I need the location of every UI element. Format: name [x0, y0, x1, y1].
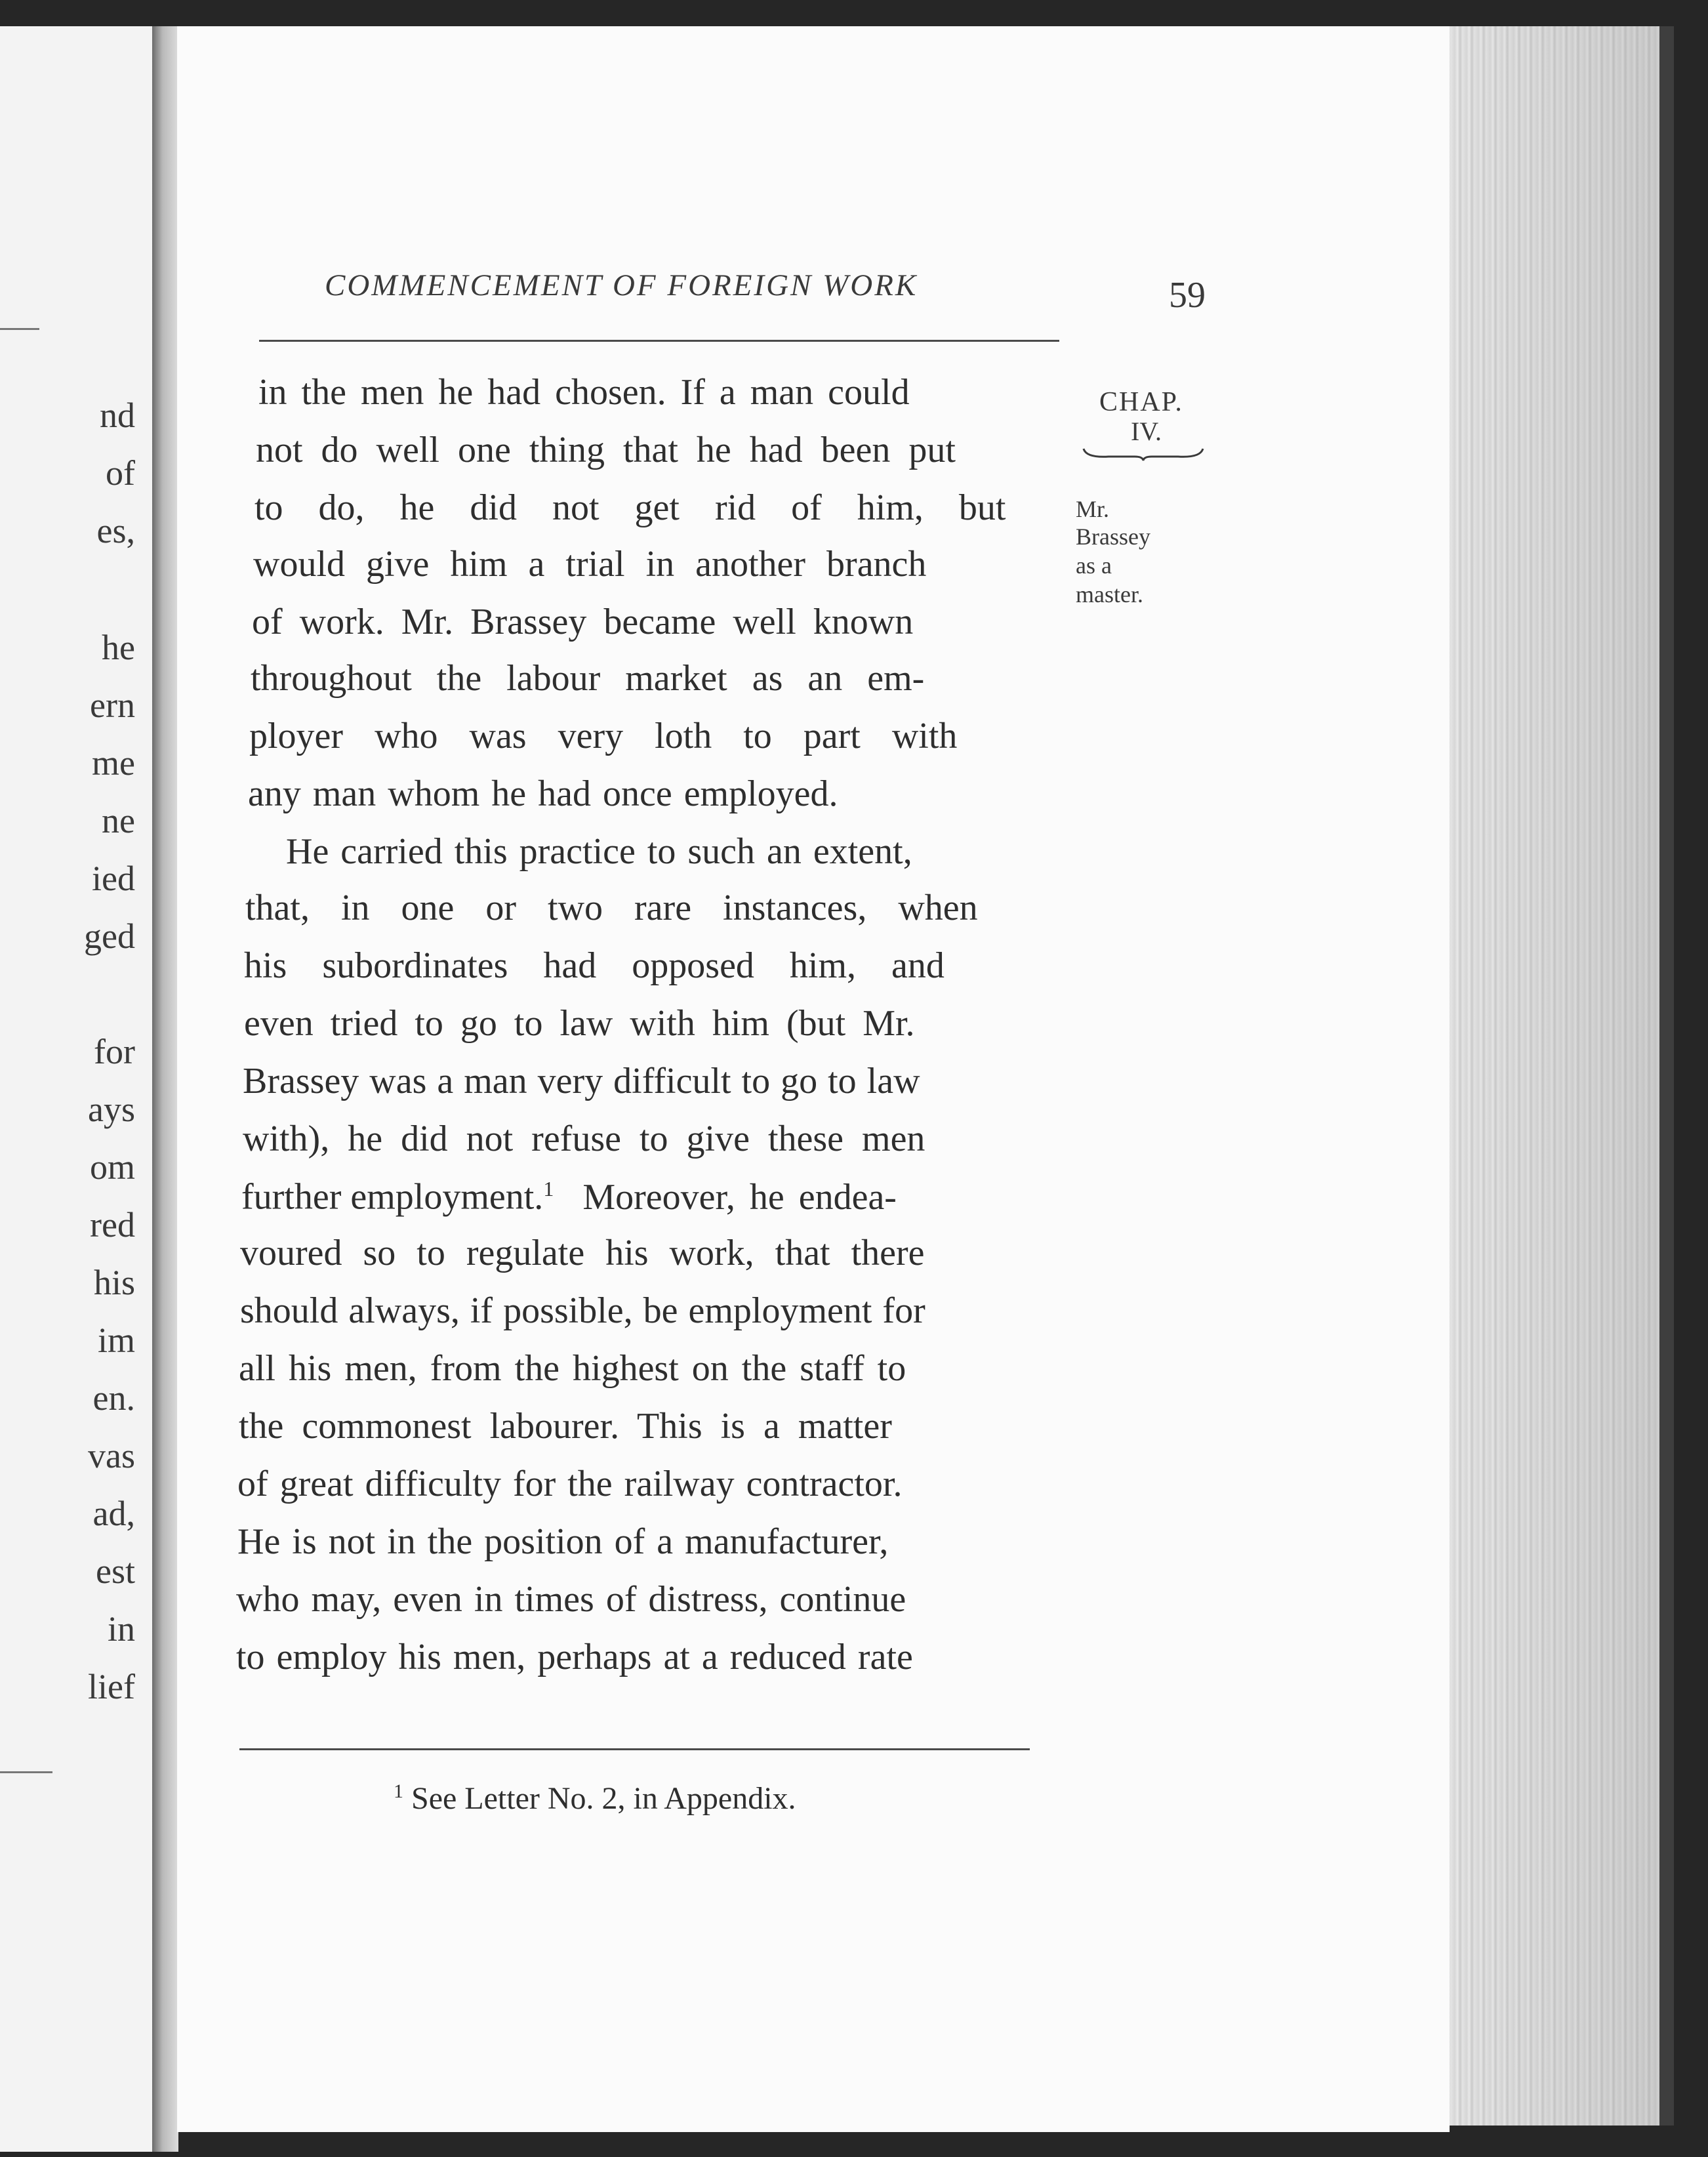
body-line: to do, he did not get rid of him, but: [254, 487, 1006, 528]
footnote-reference: 1: [543, 1177, 554, 1201]
body-line: that, in one or two rare instances, when: [245, 888, 978, 928]
body-line: of great difficulty for the railway contractor.: [237, 1464, 903, 1504]
body-line: throughout the labour market as an em-: [251, 658, 925, 699]
left-page-head-rule: [0, 328, 39, 330]
left-line: his: [93, 1263, 135, 1302]
running-head: COMMENCEMENT OF FOREIGN WORK: [325, 268, 918, 302]
sidenote-line: as a: [1076, 552, 1112, 579]
chapter-label: CHAP.: [1099, 387, 1183, 417]
sidenote-line: master.: [1076, 581, 1143, 607]
left-line: vas: [88, 1436, 135, 1475]
left-line: es,: [96, 511, 135, 550]
body-line: the commonest labourer. This is a matter: [239, 1406, 892, 1447]
left-page: [0, 26, 157, 2152]
header-rule: [259, 340, 1059, 342]
body-line: who may, even in times of distress, continue: [236, 1579, 906, 1620]
body-line: with), he did not refuse to give these men: [243, 1119, 925, 1159]
left-line: in: [107, 1609, 135, 1649]
chapter-number: IV.: [1131, 417, 1162, 446]
body-line: He carried this practice to such an extent,: [286, 831, 912, 872]
book-gutter: [152, 26, 178, 2152]
body-line: would give him a trial in another branch: [253, 544, 927, 585]
left-line: om: [89, 1147, 135, 1187]
left-line: red: [90, 1205, 135, 1244]
footnote-rule: [239, 1748, 1030, 1750]
body-line: all his men, from the highest on the staff to: [239, 1348, 906, 1389]
left-line: ged: [84, 916, 135, 956]
left-line: lief: [88, 1667, 135, 1706]
left-line: he: [102, 628, 135, 667]
left-line: of: [106, 453, 135, 493]
body-line: voured so to regulate his work, that there: [240, 1233, 925, 1273]
body-line: his subordinates had opposed him, and: [244, 945, 945, 986]
chapter-brace: [1082, 446, 1204, 462]
body-line-text: Moreover, he endea-: [582, 1176, 897, 1218]
body-line: to employ his men, perhaps at a reduced rate: [236, 1637, 913, 1677]
body-line: should always, if possible, be employment for: [240, 1290, 925, 1331]
body-line: even tried to go to law with him (but Mr.: [244, 1003, 915, 1044]
footnote-text: See Letter No. 2, in Appendix.: [411, 1781, 796, 1816]
left-line: im: [97, 1321, 135, 1360]
body-line: He is not in the position of a manufacturer,: [237, 1521, 889, 1562]
body-line: Brassey was a man very difficult to go to law: [243, 1061, 920, 1101]
body-line: [241, 1178, 897, 1216]
left-line: ied: [92, 859, 135, 898]
body-line: any man whom he had once employed.: [248, 773, 838, 814]
left-line: me: [92, 743, 135, 783]
left-line: ays: [88, 1090, 135, 1129]
body-line: of work. Mr. Brassey became well known: [252, 602, 914, 642]
left-line: en.: [92, 1378, 135, 1418]
left-line: est: [96, 1551, 135, 1591]
left-line: ern: [90, 686, 135, 725]
body-line: ployer who was very loth to part with: [249, 716, 958, 756]
left-line: nd: [100, 396, 135, 435]
body-line: in the men he had chosen. If a man could: [258, 372, 910, 413]
body-line-text: further employment.: [241, 1176, 544, 1218]
left-page-foot-rule: [0, 1771, 52, 1773]
left-line: ne: [102, 801, 135, 840]
left-line: for: [94, 1032, 135, 1071]
body-line: not do well one thing that he had been put: [256, 430, 956, 470]
page-number: 59: [1169, 275, 1206, 316]
footnote-marker: 1: [394, 1780, 403, 1802]
sidenote-line: Mr.: [1076, 496, 1110, 522]
footnote: [394, 1780, 796, 1817]
left-line: ad,: [92, 1494, 135, 1533]
sidenote-line: Brassey: [1076, 524, 1150, 550]
